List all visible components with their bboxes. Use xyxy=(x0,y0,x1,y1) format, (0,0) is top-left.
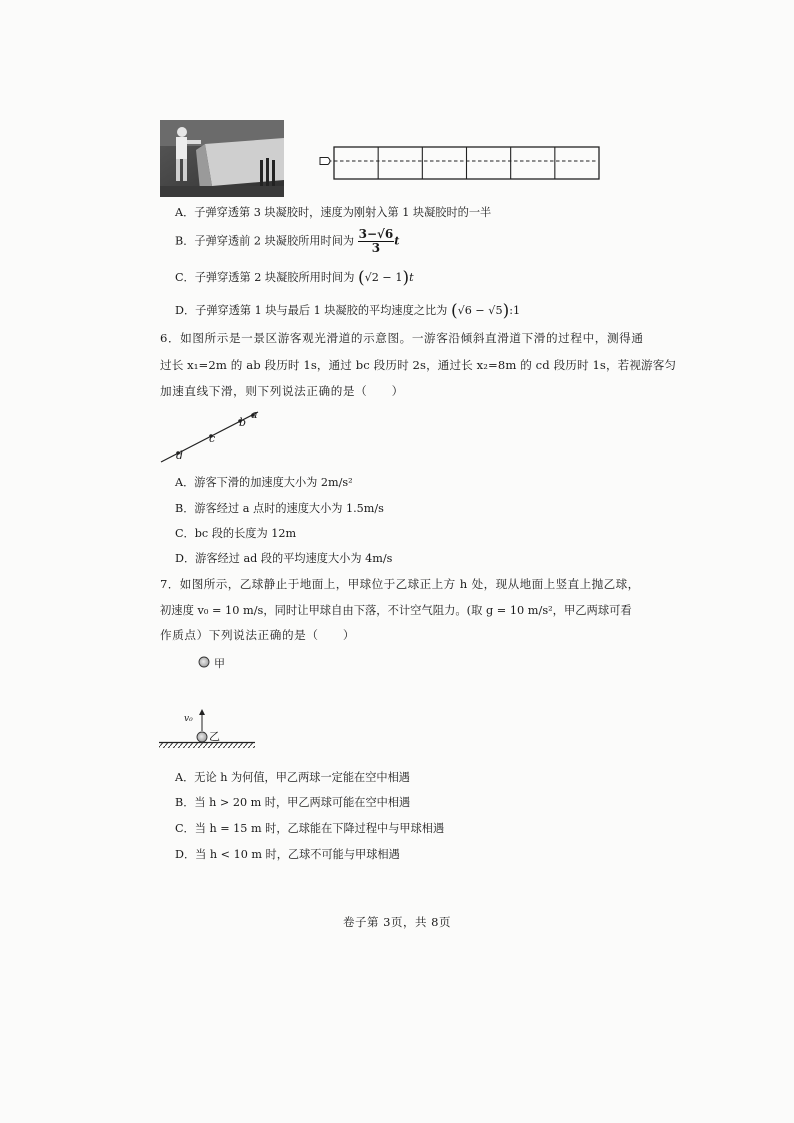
q6-option-b: B．游客经过 a 点时的速度大小为 1.5m/s xyxy=(175,502,384,515)
q7-stem-line1: 7．如图所示，乙球静止于地面上，甲球位于乙球正上方 h 处，现从地面上竖直上抛乙球， xyxy=(160,577,640,591)
q5-option-c: C．子弹穿透第 2 块凝胶所用时间为 (√2 − 1)t xyxy=(175,268,414,288)
q6-option-a: A．游客下滑的加速度大小为 2m/s² xyxy=(175,476,353,489)
q5-option-b-text: B．子弹穿透前 2 块凝胶所用时间为 xyxy=(175,234,355,248)
q5-option-a: A．子弹穿透第 3 块凝胶时，速度为刚射入第 1 块凝胶时的一半 xyxy=(175,206,492,219)
q6-option-c: C．bc 段的长度为 12m xyxy=(175,527,297,540)
q7-option-b: B．当 h > 20 m 时，甲乙两球可能在空中相遇 xyxy=(175,796,411,809)
label-yi: 乙 xyxy=(209,730,220,743)
bullet-icon xyxy=(320,158,330,165)
q7-stem-line2: 初速度 v₀ = 10 m/s，同时让甲球自由下落，不计空气阻力。(取 g = 10 m/s²，甲乙两球可看 xyxy=(160,604,632,617)
label-a: a xyxy=(251,408,258,421)
label-jia: 甲 xyxy=(214,657,225,670)
label-d: d xyxy=(176,449,184,462)
q6-stem-line1: 6．如图所示是一景区游客观光滑道的示意图。一游客沿倾斜直滑道下滑的过程中，测得通 xyxy=(160,331,644,345)
q6-stem-line3: 加速直线下滑，则下列说法正确的是（ ） xyxy=(160,384,404,398)
q5-option-c-text: C．子弹穿透第 2 块凝胶所用时间为 xyxy=(175,271,355,284)
q7-option-a: A．无论 h 为何值，甲乙两球一定能在空中相遇 xyxy=(175,771,410,784)
q5-option-c-var: t xyxy=(409,271,414,284)
q7-stem-line3: 作质点）下列说法正确的是（ ） xyxy=(160,628,356,642)
q7-option-d: D．当 h < 10 m 时，乙球不可能与甲球相遇 xyxy=(175,848,400,861)
q5-option-d-text: D．子弹穿透第 1 块与最后 1 块凝胶的平均速度之比为 xyxy=(175,304,448,317)
q5-option-b-var: t xyxy=(394,233,400,248)
q5-option-b-fraction xyxy=(358,228,395,255)
q5-option-d-tail: :1 xyxy=(509,304,521,317)
q5-option-b xyxy=(175,228,399,255)
label-c: c xyxy=(209,432,216,445)
ball-jia xyxy=(199,657,209,667)
q6-stem-line2: 过长 x₁=2m 的 ab 段历时 1s，通过 bc 段历时 2s，通过长 x₂=8m 的 cd 段历时 1s，若视游客匀 xyxy=(160,358,677,372)
gel-blocks-diagram xyxy=(318,146,601,180)
shooter-photo xyxy=(160,120,284,197)
ground-hatch xyxy=(159,743,255,748)
q5-option-d: D．子弹穿透第 1 块与最后 1 块凝胶的平均速度之比为 (√6 − √5):1 xyxy=(175,301,521,321)
ball-yi xyxy=(197,732,207,742)
q5-option-d-expr: √6 − √5 xyxy=(457,304,503,317)
q6-option-d: D．游客经过 ad 段的平均速度大小为 4m/s xyxy=(175,552,393,565)
q7-option-c: C．当 h = 15 m 时，乙球能在下降过程中与甲球相遇 xyxy=(175,822,445,835)
q5-option-b-denominator: 3 xyxy=(371,241,381,255)
label-v0: v₀ xyxy=(184,714,193,724)
q5-option-c-expr: √2 − 1 xyxy=(364,271,403,284)
page-footer: 卷子第 3页，共 8页 xyxy=(343,915,451,929)
q5-option-b-numerator: 3−√6 xyxy=(358,227,394,241)
label-b: b xyxy=(239,416,247,429)
